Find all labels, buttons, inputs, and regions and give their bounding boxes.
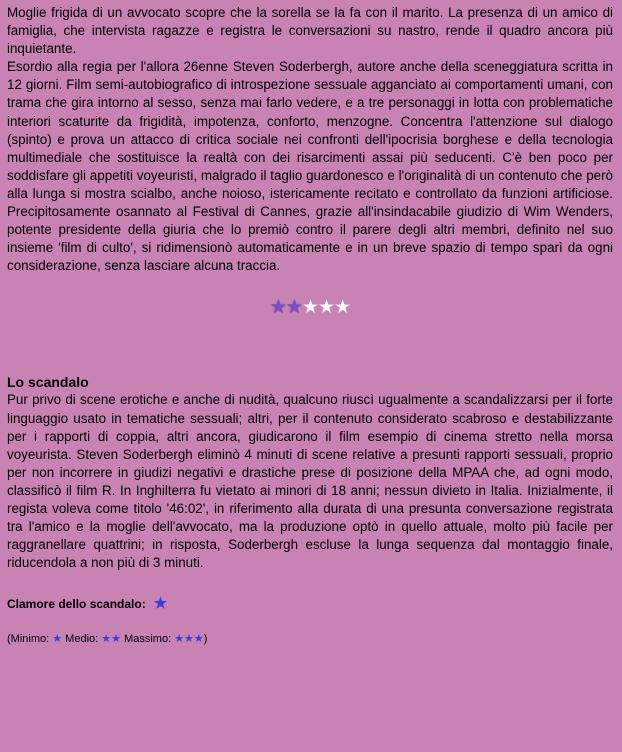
- legend-min-label: (Minimo:: [7, 633, 50, 646]
- star-icon: ★: [52, 633, 63, 646]
- star-rating: [7, 297, 613, 319]
- star-empty-icon: ★: [318, 297, 335, 319]
- star-triple-icon: ★★★: [174, 633, 204, 646]
- star-filled-icon: ★: [285, 297, 302, 319]
- plot-summary: Moglie frigida di un avvocato scopre che la sorella se la fa con il marito. La presenza di un amico di famiglia, che intervista ragazze e registra le conversazioni su nastro, rende il quadro ancora più inquietante.: [7, 5, 613, 57]
- scandal-level-label: Clamore dello scandalo:: [7, 597, 146, 612]
- legend-close: ): [203, 633, 208, 646]
- legend-medio-label: Medio:: [65, 633, 99, 646]
- star-empty-icon: ★: [334, 297, 351, 319]
- star-empty-icon: ★: [301, 297, 319, 319]
- star-filled-icon: ★: [269, 297, 286, 319]
- scandal-level: [7, 596, 613, 612]
- legend-massimo-label: Massimo:: [124, 633, 172, 646]
- scandal-legend: [7, 632, 613, 646]
- scandal-text: Pur privo di scene erotiche e anche di nudità, qualcuno riuscì ugualmente a scandalizzarsi per il forte linguaggio usato in tematiche sessuali; altri, per il contenuto considerato scabroso e destabilizzante per i rapporti di coppia, altri ancora, giudicarono il film esempio di cinema stretto nella morsa voyeurista. Steven Soderbergh eliminò 4 minuti di scene relative a presunti rapporti sessuali, proprio per non incorrere in giudizi negativi e drastiche prese di posizione della MPAA che, ad ogni modo, classificò il film R. In Inghilterra fu vietato ai minori di 18 anni; nessun divieto in Italia. Inizialmente, il regista voleva come titolo '46:02', in riferimento alla durata di una presunta conversazione registrata tra l'amico e la moglie dell'avvocato, ma la produzione optò in quello attuale, molto più facile per raggranellare quattrini; in risposta, Soderbergh escluse la lunga sequenza dal montaggio finale, riducendola a non più di 3 minuti.: [7, 392, 613, 571]
- review-text: Esordio alla regia per l'allora 26enne Steven Soderbergh, autore anche della sceneggiatura scritta in 12 giorni. Film semi-autobiografico di introspezione sessuale agganciato ai comportamenti umani, con trama che gira intorno al sesso, senza mai farlo vedere, e a tre personaggi in lotta con problematiche interiori scaturite da frigidità, impotenza, conforto, menzogne. Concentra l'attenzione sul dialogo (spinto) e prova un attacco di critica sociale nei confronti dell'ipocrisia borghese e della tecnologia multimediale che sostituisce la realtà con dei risarcimenti assai più seducenti. C'è ben poco per soddisfare gli appetiti voyeuristi, malgrado il taglio guardonesco e l'originalità di un contenuto che però alla lunga si mostra scialbo, anche noioso, istericamente recitato e controllato da funzioni artificiose. Precipitosamente osannato al Festival di Cannes, grazie all'insindacabile giudizio di Wim Wenders, potente presidente della giuria che lo premiò contro il parere degli altri membri, definito nel suo insieme 'film di culto', si ridimensionò automaticamente e in un breve spazio di tempo sparì da ogni considerazione, senza lasciare alcuna traccia.: [7, 59, 613, 274]
- section-title: Lo scandalo: [7, 374, 89, 391]
- star-icon: ★: [153, 595, 168, 613]
- star-pair-icon: ★★: [101, 633, 121, 646]
